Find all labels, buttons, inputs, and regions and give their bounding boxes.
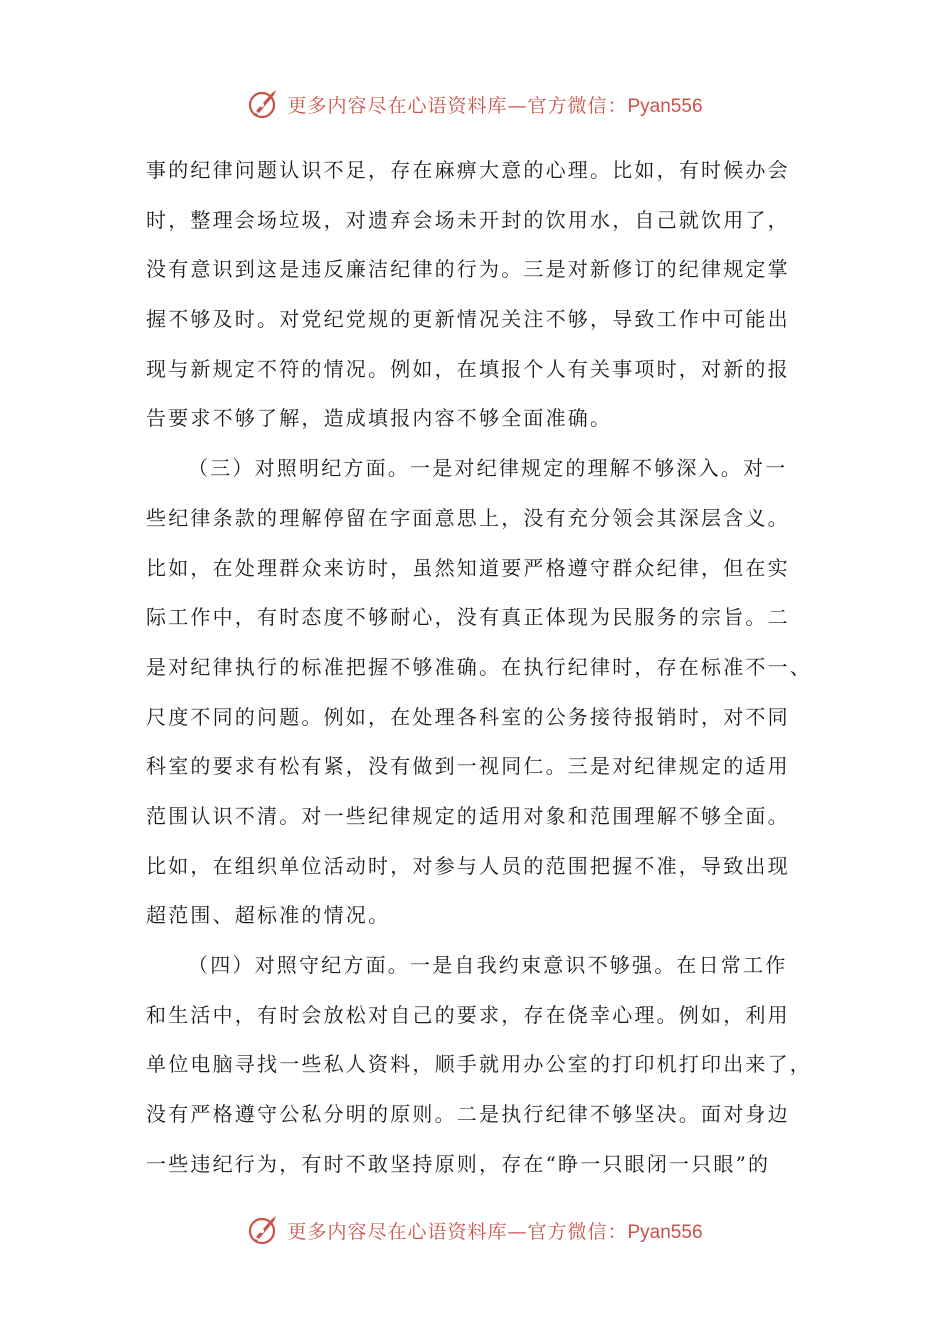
text-line: 科室的要求有松有紧，没有做到一视同仁。三是对纪律规定的适用 xyxy=(146,754,790,779)
footer-slogan xyxy=(287,1217,702,1244)
footer-wechat-id: Pyan556 xyxy=(627,1221,703,1243)
text-line: 比如，在组织单位活动时，对参与人员的范围把握不准，导致出现 xyxy=(146,853,790,878)
quill-seal-icon xyxy=(247,87,281,121)
header-wechat-id: Pyan556 xyxy=(627,95,703,117)
text-line: 单位电脑寻找一些私人资料，顺手就用办公室的打印机打印出来了， xyxy=(146,1052,812,1077)
text-line: 范围认识不清。对一些纪律规定的适用对象和范围理解不够全面。 xyxy=(146,803,790,828)
text-line: 些纪律条款的理解停留在字面意思上，没有充分领会其深层含义。 xyxy=(146,505,790,530)
text-line: 一些违纪行为，有时不敢坚持原则，存在“睁一只眼闭一只眼”的 xyxy=(146,1151,771,1176)
text-line: 时，整理会场垃圾，对遗弃会场未开封的饮用水，自己就饮用了， xyxy=(146,207,790,232)
text-line: 没有严格遵守公私分明的原则。二是执行纪律不够坚决。面对身边 xyxy=(146,1102,790,1127)
text-line: 告要求不够了解，造成填报内容不够全面准确。 xyxy=(146,406,613,431)
paragraph-start-line: （四）对照守纪方面。一是自我约束意识不够强。在日常工作 xyxy=(188,953,788,977)
text-line: 尺度不同的问题。例如，在处理各科室的公务接待报销时，对不同 xyxy=(146,704,790,729)
text-line: 握不够及时。对党纪党规的更新情况关注不够，导致工作中可能出 xyxy=(146,307,790,332)
text-line: 事的纪律问题认识不足，存在麻痹大意的心理。比如，有时候办会 xyxy=(146,158,790,182)
text-line: 现与新规定不符的情况。例如，在填报个人有关事项时，对新的报 xyxy=(146,356,790,381)
quill-seal-icon xyxy=(247,1213,281,1247)
header-slogan-text: 更多内容尽在心语资料库—官方微信： xyxy=(287,94,628,117)
paragraph-start-line: （三）对照明纪方面。一是对纪律规定的理解不够深入。对一 xyxy=(188,456,788,481)
text-line: 和生活中，有时会放松对自己的要求，存在侥幸心理。例如，利用 xyxy=(146,1002,790,1027)
text-line: 际工作中，有时态度不够耐心，没有真正体现为民服务的宗旨。二 xyxy=(146,605,790,630)
footer-banner xyxy=(0,1210,950,1250)
header-slogan xyxy=(287,91,702,118)
footer-slogan-text: 更多内容尽在心语资料库—官方微信： xyxy=(287,1220,628,1243)
document-body xyxy=(146,146,826,1189)
text-line: 超范围、超标准的情况。 xyxy=(146,903,391,928)
text-line: 比如，在处理群众来访时，虽然知道要严格遵守群众纪律，但在实 xyxy=(146,555,790,580)
text-line: 是对纪律执行的标准把握不够准确。在执行纪律时，存在标准不一、 xyxy=(146,654,812,679)
text-line: 没有意识到这是违反廉洁纪律的行为。三是对新修订的纪律规定掌 xyxy=(146,257,790,282)
header-banner xyxy=(0,84,950,124)
